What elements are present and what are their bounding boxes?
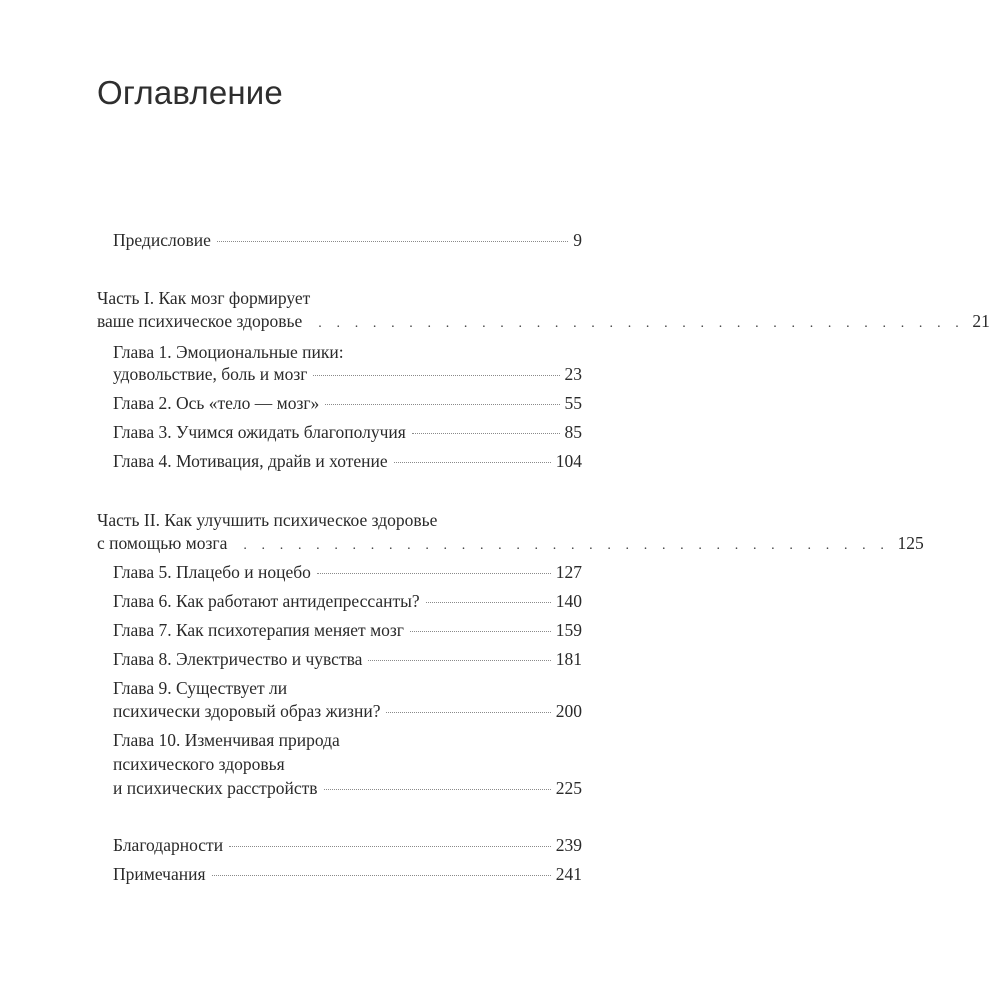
toc-entry-chapter2[interactable] — [113, 392, 582, 414]
dot-leader — [324, 789, 551, 790]
toc-chapter10-title-line2[interactable]: психического здоровья — [113, 754, 285, 774]
toc-label: Глава 8. Электричество и чувства — [113, 649, 363, 669]
toc-page-number: 159 — [555, 620, 582, 640]
dot-leader: . . . . . . . . . . . . . . . . . . . . . . . . . . . . . . . . . . . . — [318, 316, 965, 331]
dot-leader — [313, 375, 559, 376]
dot-leader — [410, 631, 551, 632]
toc-entry-chapter7[interactable] — [113, 619, 582, 641]
toc-label: ваше психическое здоровье — [97, 311, 303, 331]
toc-entry-part1[interactable] — [97, 310, 990, 332]
toc-page-number: 125 — [897, 533, 924, 553]
dot-leader — [317, 573, 551, 574]
toc-page-number: 23 — [564, 364, 582, 384]
dot-leader — [412, 433, 560, 434]
toc-entry-chapter9[interactable] — [113, 700, 582, 722]
toc-page-number: 55 — [564, 393, 582, 413]
toc-entry-foreword[interactable] — [113, 229, 582, 251]
toc-chapter9-title-line1[interactable]: Глава 9. Существует ли — [113, 678, 288, 698]
dot-leader — [394, 462, 551, 463]
toc-page-number: 104 — [555, 451, 582, 471]
dot-leader — [212, 875, 551, 876]
toc-entry-part2[interactable] — [97, 532, 924, 554]
toc-label: Глава 6. Как работают антидепрессанты? — [113, 591, 420, 611]
toc-label: Глава 5. Плацебо и ноцебо — [113, 562, 311, 582]
toc-label: Глава 3. Учимся ожидать благополучия — [113, 422, 406, 442]
dot-leader: . . . . . . . . . . . . . . . . . . . . . . . . . . . . . . . . . . . . — [243, 538, 890, 553]
toc-page-number: 127 — [555, 562, 582, 582]
toc-label: Глава 4. Мотивация, драйв и хотение — [113, 451, 388, 471]
toc-entry-chapter1[interactable] — [113, 363, 582, 385]
toc-label: удовольствие, боль и мозг — [113, 364, 308, 384]
toc-label: психически здоровый образ жизни? — [113, 701, 381, 721]
toc-page-number: 200 — [555, 701, 582, 721]
toc-entry-chapter10[interactable] — [113, 777, 582, 799]
dot-leader — [325, 404, 559, 405]
toc-label: Глава 7. Как психотерапия меняет мозг — [113, 620, 404, 640]
toc-chapter10-title-line1[interactable]: Глава 10. Изменчивая природа — [113, 730, 340, 750]
toc-page-number: 21 — [972, 311, 990, 331]
toc-page-number: 239 — [555, 835, 582, 855]
toc-label: Примечания — [113, 864, 206, 884]
toc-page-number: 241 — [555, 864, 582, 884]
toc-chapter1-title-line1[interactable]: Глава 1. Эмоциональные пики: — [113, 342, 344, 362]
toc-entry-chapter5[interactable] — [113, 561, 582, 583]
toc-page-number: 181 — [555, 649, 582, 669]
dot-leader — [386, 712, 550, 713]
dot-leader — [217, 241, 568, 242]
dot-leader — [368, 660, 550, 661]
toc-part2-title-line1[interactable]: Часть II. Как улучшить психическое здоровье — [97, 510, 438, 530]
toc-page-number: 140 — [555, 591, 582, 611]
toc-entry-chapter4[interactable] — [113, 450, 582, 472]
page-title: Оглавление — [97, 74, 283, 111]
toc-page-number: 85 — [564, 422, 582, 442]
toc-entry-chapter8[interactable] — [113, 648, 582, 670]
toc-part1-title-line1[interactable]: Часть I. Как мозг формирует — [97, 288, 311, 308]
toc-label: Глава 2. Ось «тело — мозг» — [113, 393, 320, 413]
toc-label: и психических расстройств — [113, 778, 318, 798]
toc-label: с помощью мозга — [97, 533, 228, 553]
dot-leader — [426, 602, 551, 603]
dot-leader — [229, 846, 551, 847]
toc-page-number: 9 — [573, 230, 582, 250]
toc-entry-chapter3[interactable] — [113, 421, 582, 443]
toc-entry-chapter6[interactable] — [113, 590, 582, 612]
toc-label: Предисловие — [113, 230, 211, 250]
toc-entry-acknowledgements[interactable] — [113, 834, 582, 856]
toc-entry-notes[interactable] — [113, 863, 582, 885]
toc-label: Благодарности — [113, 835, 224, 855]
toc-page-number: 225 — [555, 778, 582, 798]
